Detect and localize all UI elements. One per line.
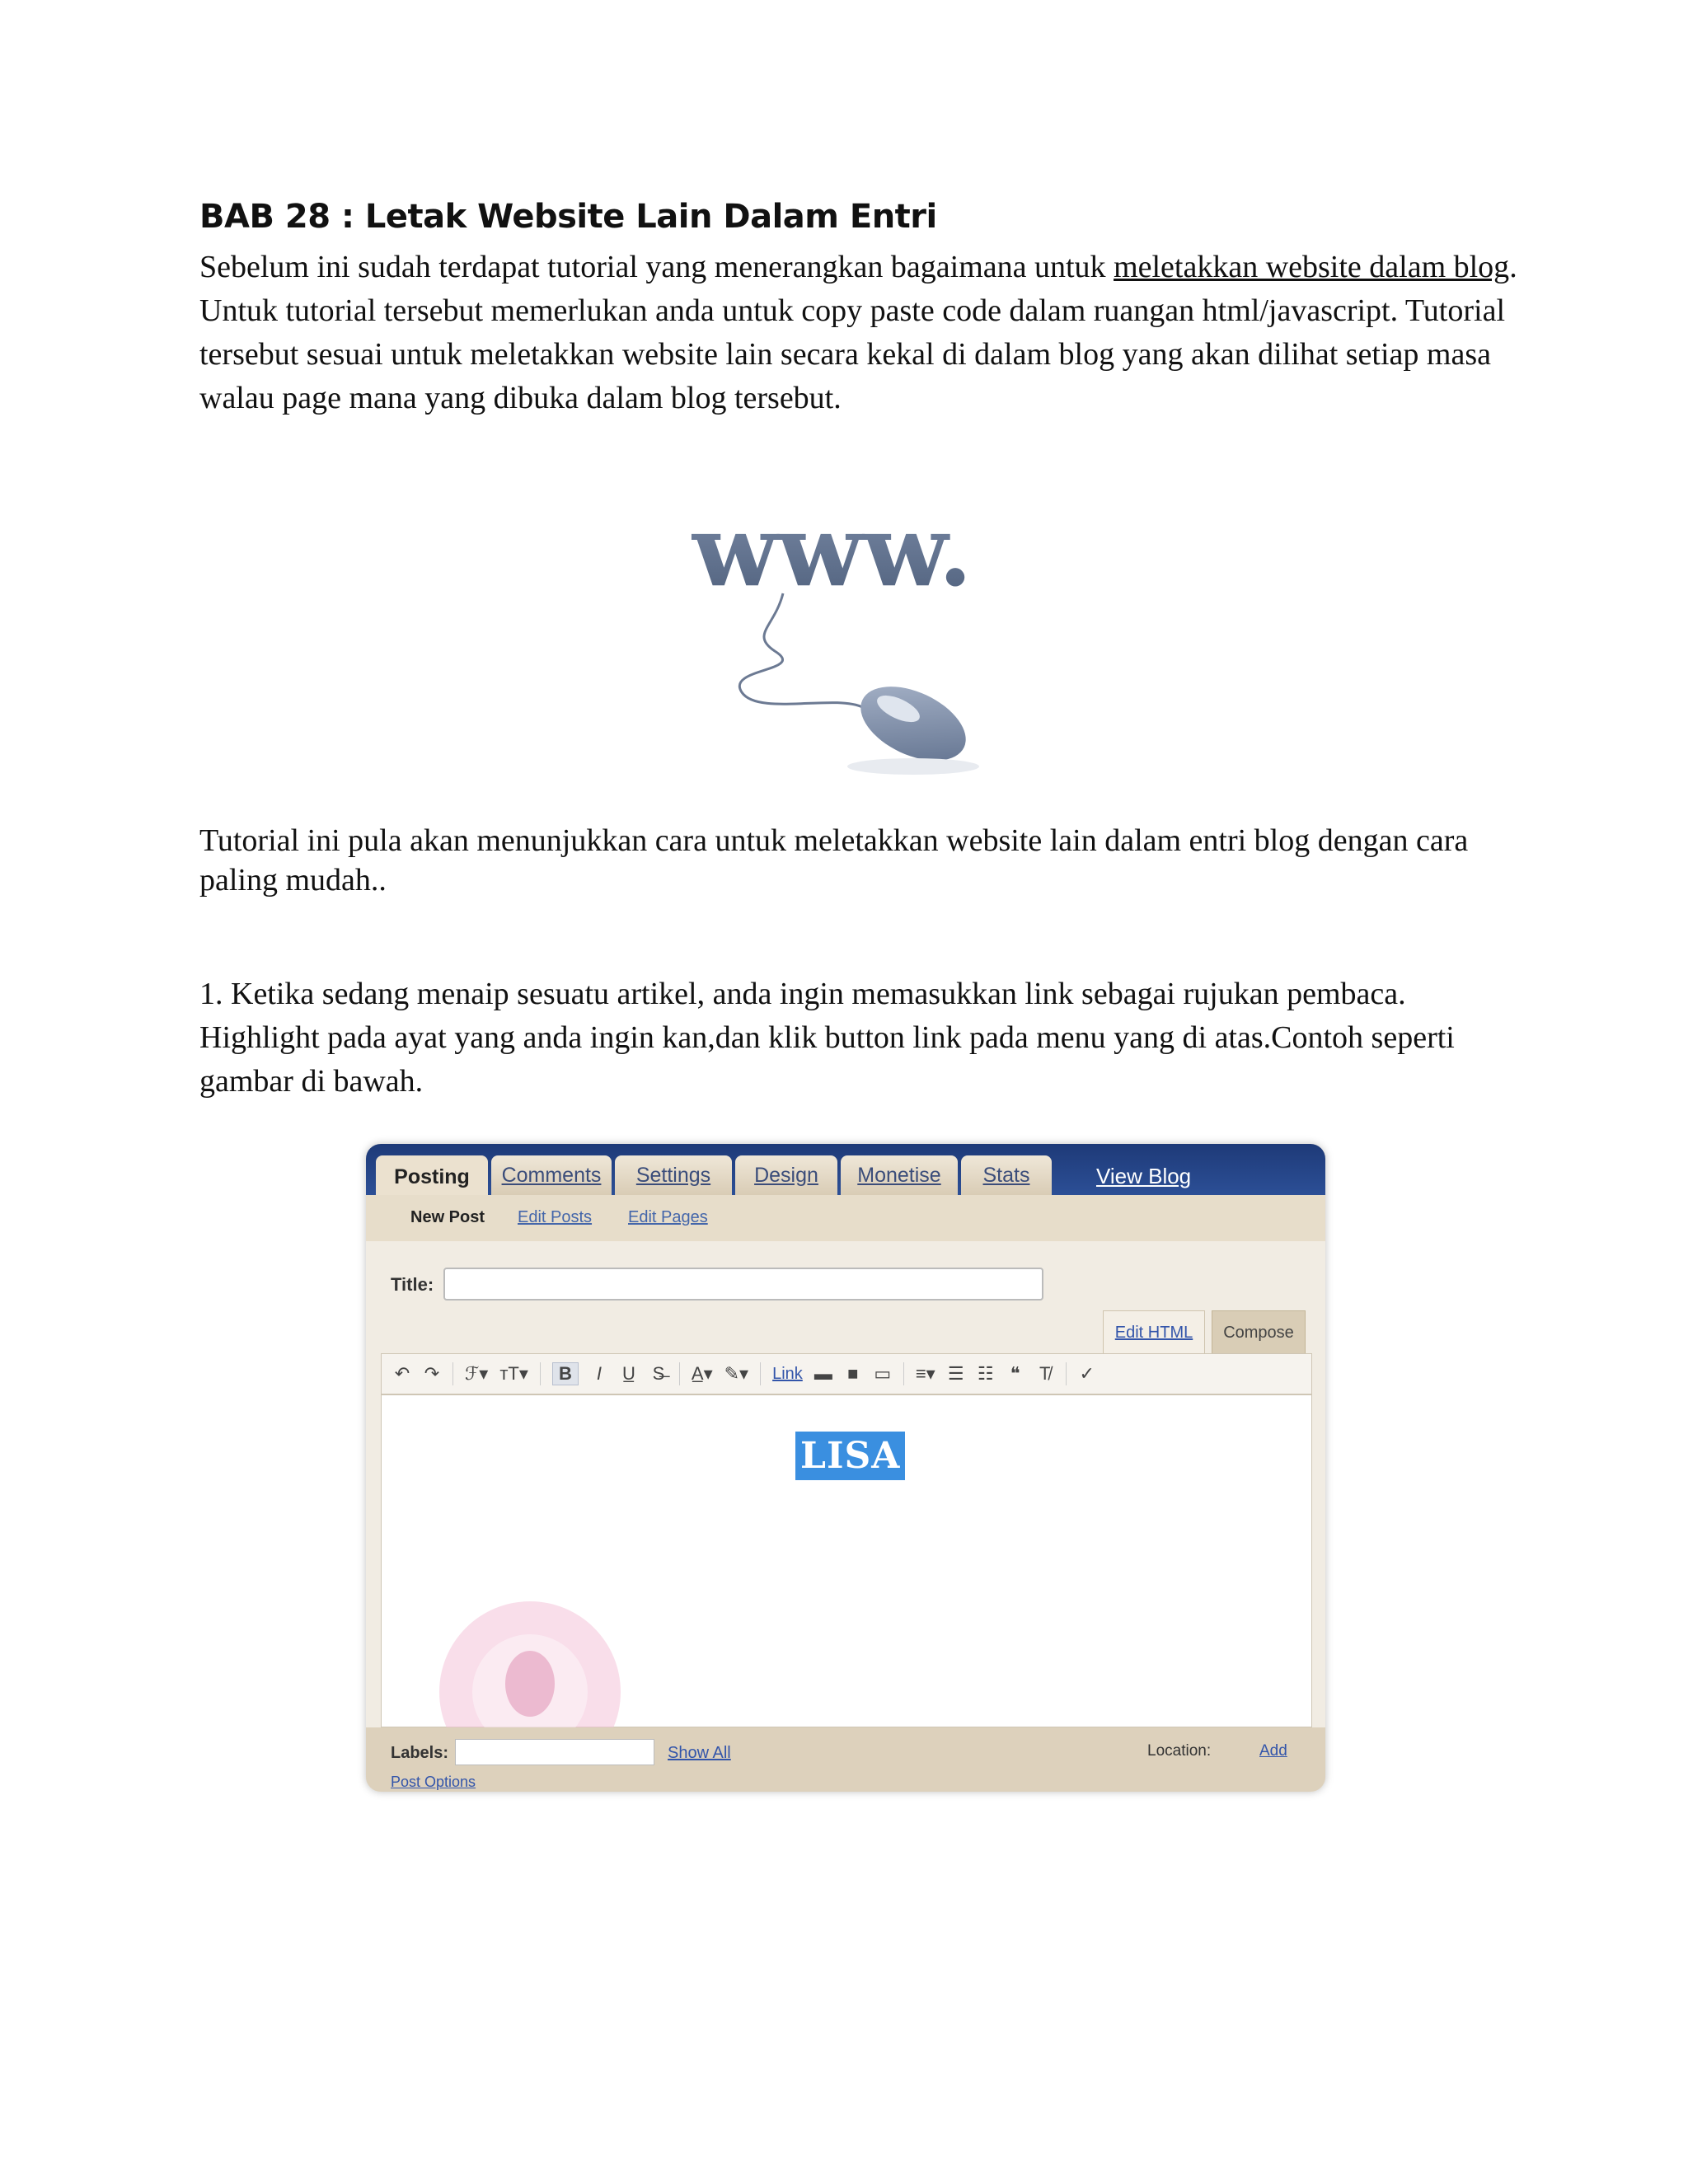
post-options-link[interactable]: Post Options [391,1774,476,1790]
labels-input[interactable] [455,1739,654,1765]
highlighted-text[interactable]: LISA [795,1432,905,1480]
align-icon[interactable]: ≡▾ [915,1363,935,1384]
www-text: www. [690,503,973,609]
www-mouse-illustration [651,503,1030,783]
undo-icon[interactable]: ↶ [394,1363,410,1384]
numbered-list-icon[interactable]: ☰ [947,1363,964,1384]
edit-html-button[interactable]: Edit HTML [1103,1310,1205,1355]
spellcheck-icon[interactable]: ✓ [1079,1363,1095,1384]
italic-button[interactable]: I [596,1363,602,1384]
bold-button[interactable]: B [552,1362,579,1385]
location-label: Location: [1147,1742,1212,1760]
post-editor-panel [366,1241,1325,1792]
post-footer-bar [366,1727,1325,1792]
editor-toolbar [381,1353,1312,1394]
show-all-link[interactable]: Show All [668,1744,731,1762]
intro-text-after: . Untuk tutorial tersebut memerlukan anda untuk copy paste code dalam ruangan html/javascript. Tutorial tersebut sesuai untuk meletakkan website lain secara kekal di dalam blog yang akan dilihat setiap masa walau page mana yang dibuka dalam blog tersebut. [199,250,1517,415]
bullet-list-icon[interactable]: ☷ [977,1363,994,1384]
font-size-icon[interactable]: тT▾ [499,1363,528,1384]
post-title-input[interactable] [443,1268,1043,1301]
tutorial-paragraph: Tutorial ini pula akan menunjukkan cara untuk meletakkan website lain dalam entri blog dengan cara paling mudah.. [199,823,1469,898]
toolbar-divider [540,1362,541,1385]
toolbar-divider [679,1362,680,1385]
strikethrough-icon[interactable]: S̶ [652,1363,665,1384]
jump-break-icon[interactable]: ▭ [874,1363,892,1384]
underline-icon[interactable]: U̲ [621,1363,635,1384]
link-button[interactable]: Link [772,1364,803,1383]
subnav-new-post[interactable]: New Post [410,1208,485,1226]
text-color-icon[interactable]: A̲▾ [691,1363,713,1384]
post-body-editor[interactable] [381,1394,1312,1727]
posting-subnav [366,1195,1325,1241]
title-label: Title: [391,1274,434,1295]
add-location-link[interactable]: Add [1259,1742,1287,1760]
remove-formatting-icon[interactable]: T̸ [1039,1363,1051,1384]
tab-comments[interactable]: Comments [491,1155,612,1195]
intro-text-before: Sebelum ini sudah terdapat tutorial yang menerangkan bagaimana untuk [199,250,1114,284]
highlight-color-icon[interactable]: ✎▾ [724,1363,749,1384]
embed-website-link[interactable]: meletakkan website dalam blog [1114,250,1510,284]
step-1-paragraph: 1. Ketika sedang menaip sesuatu artikel, anda ingin memasukkan link sebagai rujukan pembaca. Highlight pada ayat yang anda ingin kan,dan klik button link pada menu yang di atas.Contoh seperti gambar di bawah. [199,977,1455,1099]
toolbar-divider [1066,1362,1067,1385]
tab-posting[interactable]: Posting [376,1155,488,1198]
labels-label: Labels: [391,1744,449,1762]
chapter-heading: BAB 28 : Letak Website Lain Dalam Entri [199,198,937,236]
quote-icon[interactable]: ❝ [1010,1363,1020,1384]
font-family-icon[interactable]: ℱ▾ [465,1363,489,1384]
tab-stats[interactable]: Stats [961,1155,1052,1195]
tab-monetise[interactable]: Monetise [841,1155,958,1195]
subnav-edit-pages[interactable]: Edit Pages [628,1208,708,1226]
insert-image-icon[interactable]: ▬ [814,1363,832,1384]
blogger-tab-bar [366,1144,1325,1195]
redo-icon[interactable]: ↷ [424,1363,440,1384]
insert-video-icon[interactable]: ■ [847,1363,859,1384]
intro-paragraph [199,246,1518,420]
toolbar-divider [452,1362,453,1385]
toolbar-divider [903,1362,904,1385]
tab-design[interactable]: Design [735,1155,837,1195]
toolbar-divider [760,1362,761,1385]
subnav-edit-posts[interactable]: Edit Posts [518,1208,593,1226]
view-blog-link[interactable]: View Blog [1096,1164,1192,1188]
compose-button[interactable]: Compose [1212,1310,1306,1355]
blogger-editor-screenshot [366,1144,1325,1792]
tab-settings[interactable]: Settings [615,1155,732,1195]
